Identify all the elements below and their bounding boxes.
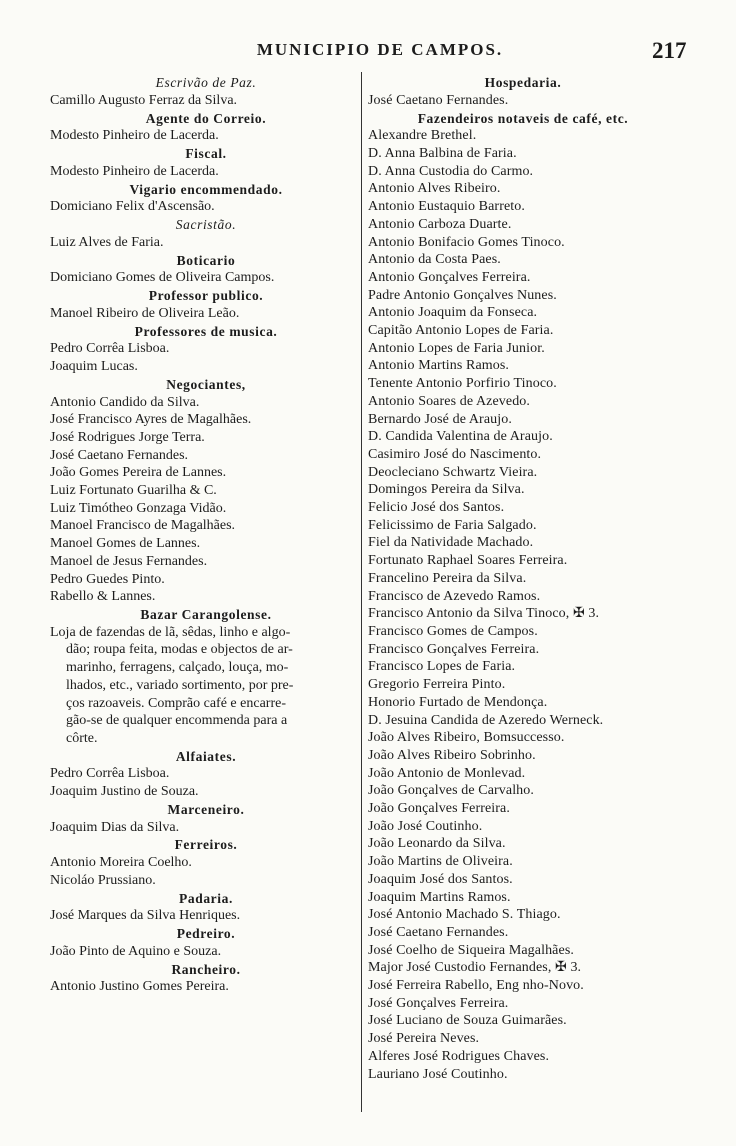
directory-section [50,287,362,323]
directory-entry: Alferes José Rodrigues Chaves. [368,1048,550,1064]
directory-section [50,181,362,217]
directory-entry: Joaquim José dos Santos. [368,871,513,887]
section-heading: Professor publico. [148,288,264,303]
section-heading: Agente do Correio. [145,110,267,126]
directory-entry: Modesto Pinheiro de Lacerda. [50,128,219,144]
directory-entry: João Pinto de Aquino e Souza. [50,943,222,959]
advertisement-line: gão-se de qualquer encommenda para a [66,713,288,729]
directory-entry: Felicio José dos Santos. [368,500,505,516]
directory-section [50,216,362,252]
directory-section [50,252,362,288]
directory-entry: José Caetano Fernandes. [368,92,509,108]
directory-entry: José Luciano de Souza Guimarães. [368,1013,567,1029]
directory-section [50,606,362,748]
directory-entry: Pedro Corrêa Lisboa. [50,766,170,782]
directory-section [50,925,362,961]
directory-section [368,74,678,110]
directory-entry: João Alves Ribeiro Sobrinho. [368,747,536,763]
directory-entry: Francisco Lopes de Faria. [368,659,516,675]
section-heading: Padaria. [179,890,233,906]
directory-entry: Bernardo José de Araujo. [368,411,512,427]
directory-entry: Domiciano Felix d'Ascensão. [50,199,215,215]
directory-entry: Francisco Gonçalves Ferreira. [368,641,540,657]
directory-entry: Antonio Soares de Azevedo. [368,393,531,409]
directory-entry: João Gonçalves de Carvalho. [368,783,534,799]
directory-entry: Joaquim Martins Ramos. [368,889,511,905]
directory-entry: José Caetano Fernandes. [368,924,509,940]
section-heading: Fiscal. [185,146,227,161]
directory-entry: João Gomes Pereira de Lannes. [50,465,227,481]
left-column [50,74,362,996]
directory-entry: Manoel Gomes de Lannes. [50,536,201,552]
directory-entry: Padre Antonio Gonçalves Nunes. [368,287,557,303]
directory-entry: Luiz Fortunato Guarilha & C. [50,483,217,499]
directory-entry: Pedro Guedes Pinto. [50,571,165,587]
directory-section [368,110,678,1084]
section-heading: Vigario encommendado. [129,181,283,197]
section-heading: Marceneiro. [167,801,245,817]
page-title: MUNICIPIO DE CAMPOS. [256,40,504,59]
directory-entry: Tenente Antonio Porfirio Tinoco. [368,376,557,392]
directory-entry: Antonio Martins Ramos. [368,358,510,374]
section-heading: Escrivão de Paz. [155,75,257,90]
section-heading: Sacristão. [175,217,237,232]
directory-entry: José Caetano Fernandes. [50,447,189,463]
directory-entry: João José Coutinho. [368,818,483,834]
directory-entry: Nicoláo Prussiano. [50,872,156,888]
advertisement-line: ços razoaveis. Comprão café e encarre- [66,695,286,711]
directory-entry: Camillo Augusto Ferraz da Silva. [50,92,238,108]
directory-entry: Manoel Francisco de Magalhães. [50,518,236,534]
directory-entry: José Coelho de Siqueira Magalhães. [368,942,574,958]
directory-entry: Francisco de Azevedo Ramos. [368,588,541,604]
directory-entry: Francelino Pereira da Silva. [368,570,527,586]
directory-entry: Antonio Joaquim da Fonseca. [368,305,538,321]
directory-entry: João Gonçalves Ferreira. [368,801,510,817]
directory-entry: D. Anna Custodia do Carmo. [368,163,534,179]
section-heading: Pedreiro. [176,926,236,942]
directory-entry: Antonio Candido da Silva. [50,394,200,410]
directory-entry: Antonio Gonçalves Ferreira. [368,269,531,285]
directory-entry: Antonio Moreira Coelho. [50,855,192,871]
section-heading: Negociantes, [166,376,246,392]
directory-entry: Joaquim Lucas. [50,359,138,374]
directory-entry: Luiz Alves de Faria. [50,234,164,250]
directory-entry: Joaquim Justino de Souza. [50,784,199,800]
directory-entry: João Leonardo da Silva. [368,836,506,852]
directory-section [50,748,362,801]
page-number: 217 [652,38,687,63]
directory-entry: Capitão Antonio Lopes de Faria. [368,323,554,339]
directory-entry: Francisco Gomes de Campos. [368,623,538,639]
scan-speckle [36,0,106,34]
section-heading: Alfaiates. [175,748,237,764]
directory-entry: Honorio Furtado de Mendonça. [368,694,548,710]
directory-entry: José Gonçalves Ferreira. [368,995,509,1011]
directory-entry: D. Candida Valentina de Araujo. [368,429,553,445]
right-column [368,74,678,1083]
directory-section [50,961,362,997]
directory-entry: Fortunato Raphael Soares Ferreira. [368,553,568,569]
advertisement-line: dão; roupa feita, modas e objectos de ar- [66,642,293,658]
directory-entry: Antonio Alves Ribeiro. [368,181,501,197]
directory-section [50,145,362,181]
directory-entry: José Ferreira Rabello, Eng nho-Novo. [368,978,584,994]
section-heading: Boticario [176,252,236,268]
directory-entry: Domiciano Gomes de Oliveira Campos. [50,270,275,286]
directory-entry: José Marques da Silva Henriques. [50,908,241,924]
directory-entry: Antonio Justino Gomes Pereira. [50,979,229,995]
advertisement-line: lhados, etc., variado sortimento, por pre- [66,677,294,693]
directory-entry: Antonio da Costa Paes. [368,252,501,268]
directory-section [50,110,362,146]
directory-entry: Antonio Lopes de Faria Junior. [368,340,545,356]
directory-entry: Antonio Eustaquio Barreto. [368,199,525,215]
directory-entry: Luiz Timótheo Gonzaga Vidão. [50,500,227,516]
page-header [0,40,736,72]
directory-entry: Modesto Pinheiro de Lacerda. [50,163,219,179]
directory-section [50,801,362,837]
directory-entry: Rabello & Lannes. [50,589,156,605]
directory-entry: Pedro Corrêa Lisboa. [50,341,170,357]
directory-entry: José Pereira Neves. [368,1031,480,1047]
directory-entry: Joaquim Dias da Silva. [50,819,180,835]
directory-entry: Gregorio Ferreira Pinto. [368,677,506,693]
directory-section [50,836,362,889]
directory-entry: João Martins de Oliveira. [368,854,513,870]
directory-entry: Manoel Ribeiro de Oliveira Leão. [50,305,240,321]
directory-section [50,74,362,110]
section-heading: Hospedaria. [484,75,562,90]
directory-entry: Major José Custodio Fernandes, ✠ 3. [368,960,582,976]
directory-entry: Lauriano José Coutinho. [368,1066,508,1082]
directory-entry: Felicissimo de Faria Salgado. [368,517,537,533]
directory-entry: João Alves Ribeiro, Bomsuccesso. [368,730,565,746]
advertisement-line: marinho, ferragens, calçado, louça, mo- [66,660,289,676]
advertisement-line: Loja de fazendas de lã, sêdas, linho e algo- [50,624,291,640]
directory-entry: D. Jesuina Candida de Azeredo Werneck. [368,712,604,728]
directory-entry: Manoel de Jesus Fernandes. [50,553,208,569]
section-heading: Fazendeiros notaveis de café, etc. [417,110,629,126]
section-heading: Rancheiro. [171,961,241,977]
directory-entry: José Antonio Machado S. Thiago. [368,907,561,923]
directory-entry: Fiel da Natividade Machado. [368,535,534,551]
section-heading: Ferreiros. [174,837,238,853]
directory-entry: Francisco Antonio da Silva Tinoco, ✠ 3. [368,606,600,622]
section-heading: Bazar Carangolense. [140,606,272,622]
directory-section [50,890,362,926]
directory-section [50,323,362,376]
advertisement-text [50,624,358,748]
directory-section [50,376,362,606]
directory-entry: Antonio Carboza Duarte. [368,216,512,232]
directory-entry: José Rodrigues Jorge Terra. [50,429,205,445]
directory-entry: D. Anna Balbina de Faria. [368,146,517,161]
directory-entry: José Francisco Ayres de Magalhães. [50,412,252,428]
directory-entry: Casimiro José do Nascimento. [368,446,542,462]
advertisement-line: côrte. [66,730,98,746]
directory-entry: Domingos Pereira da Silva. [368,482,525,498]
directory-entry: Deocleciano Schwartz Vieira. [368,464,538,480]
section-heading: Professores de musica. [134,323,278,339]
directory-entry: Alexandre Brethel. [368,128,477,144]
directory-entry: Antonio Bonifacio Gomes Tinoco. [368,234,565,250]
directory-entry: João Antonio de Monlevad. [368,765,526,781]
